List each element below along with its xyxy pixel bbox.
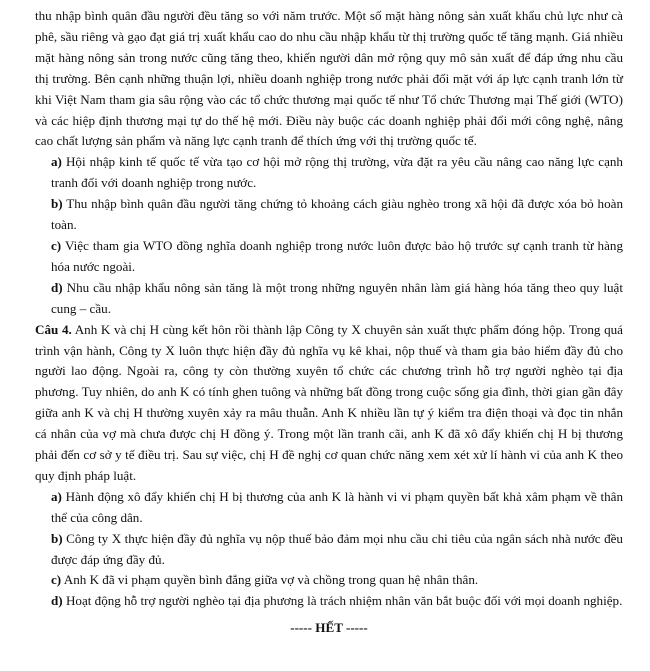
option-text: Anh K đã vi phạm quyền bình đẳng giữa vợ và chồng trong quan hệ nhân thân. (63, 572, 479, 588)
option-text: Hành động xô đẩy khiến chị H bị thương của anh K là hành vi vi phạm quyền bất khả xâm phạm về thân thể của công dân. (51, 488, 623, 525)
question-text: Anh K và chị H cùng kết hôn rồi thành lập Công ty X chuyên sản xuất thực phẩm đóng hộp. Trong quá trình vận hành, Công ty X luôn thực hiện đầy đủ nghĩa vụ kê khai, nộp thuế và tham gia bảo hiểm đầy đủ cho người lao động. Ngoài ra, công ty còn thường xuyên tổ chức các chương trình hỗ trợ người nghèo tại địa phương. Tuy nhiên, do anh K có tính ghen tuông và những bất đồng trong cuộc sống gia đình, thời gian gần đây giữa anh K và chị H thường xuyên xảy ra mâu thuẫn. Anh K nhiều lần tự ý kiểm tra điện thoại và đọc tin nhắn cá nhân của vợ mà chưa được chị H đồng ý. Trong một lần tranh cãi, anh K đã xô đẩy khiến chị H bị thương phải đến cơ sở y tế điều trị. Sau sự việc, chị H đề nghị cơ quan chức năng xem xét xử lí hành vi của anh K theo quy định pháp luật. (35, 321, 623, 483)
question-label: Câu 4. (35, 321, 72, 337)
option-label: d) (51, 279, 63, 295)
end-marker: ----- HẾT ----- (290, 620, 368, 636)
q4-option-b (35, 529, 623, 571)
option-text: Công ty X thực hiện đầy đủ nghĩa vụ nộp thuế bảo đảm mọi nhu cầu chi tiêu của ngân sách nhà nước đều được đáp ứng đầy đủ. (51, 530, 623, 567)
passage-paragraph: thu nhập bình quân đầu người đều tăng so với năm trước. Một số mặt hàng nông sản xuất khẩu chủ lực như cà phê, sầu riêng và gạo đạt giá trị xuất khẩu cao do nhu cầu nhập khẩu từ thị trường quốc tế tăng mạnh. Giá nhiều mặt hàng nông sản trong nước cũng tăng theo, khiến người dân mở rộng quy mô sản xuất để đáp ứng nhu cầu thị trường. Bên cạnh những thuận lợi, nhiều doanh nghiệp trong nước phải đối mặt với áp lực cạnh tranh lớn từ khi Việt Nam tham gia sâu rộng vào các tổ chức thương mại quốc tế như Tổ chức Thương mại Thế giới (WTO) và các hiệp định thương mại tự do thế hệ mới. Điều này buộc các doanh nghiệp phải đổi mới công nghệ, nâng cao chất lượng sản phẩm và năng lực cạnh tranh để thích ứng với thị trường quốc tế. (35, 8, 623, 149)
q4-option-a (35, 487, 623, 529)
option-text: Hội nhập kinh tế quốc tế vừa tạo cơ hội mở rộng thị trường, vừa đặt ra yêu cầu nâng cao năng lực cạnh tranh đối với doanh nghiệp trong nước. (51, 154, 623, 191)
option-text: Hoạt động hỗ trợ người nghèo tại địa phương là trách nhiệm nhân văn bắt buộc đối với mọi doanh nghiệp. (65, 593, 623, 609)
option-label: b) (51, 530, 63, 546)
option-label: a) (51, 154, 62, 170)
q4-option-c (35, 570, 623, 591)
option-text: Nhu cầu nhập khẩu nông sản tăng là một trong những nguyên nhân làm giá hàng hóa tăng theo quy luật cung – cầu. (51, 279, 623, 316)
q3-option-a (35, 152, 623, 194)
option-text: Việc tham gia WTO đồng nghĩa doanh nghiệp trong nước luôn được bảo hộ trước sự cạnh tranh từ hàng hóa nước ngoài. (51, 237, 623, 274)
q3-option-b (35, 194, 623, 236)
q3-option-d (35, 278, 623, 320)
option-label: b) (51, 196, 63, 212)
question-4 (35, 320, 623, 487)
option-label: d) (51, 593, 63, 609)
option-text: Thu nhập bình quân đầu người tăng chứng tỏ khoảng cách giàu nghèo trong xã hội đã được xóa bỏ hoàn toàn. (51, 196, 623, 233)
q4-option-d (35, 591, 623, 612)
option-label: a) (51, 488, 62, 504)
option-label: c) (51, 237, 62, 253)
q3-option-c (35, 236, 623, 278)
option-label: c) (51, 572, 62, 588)
